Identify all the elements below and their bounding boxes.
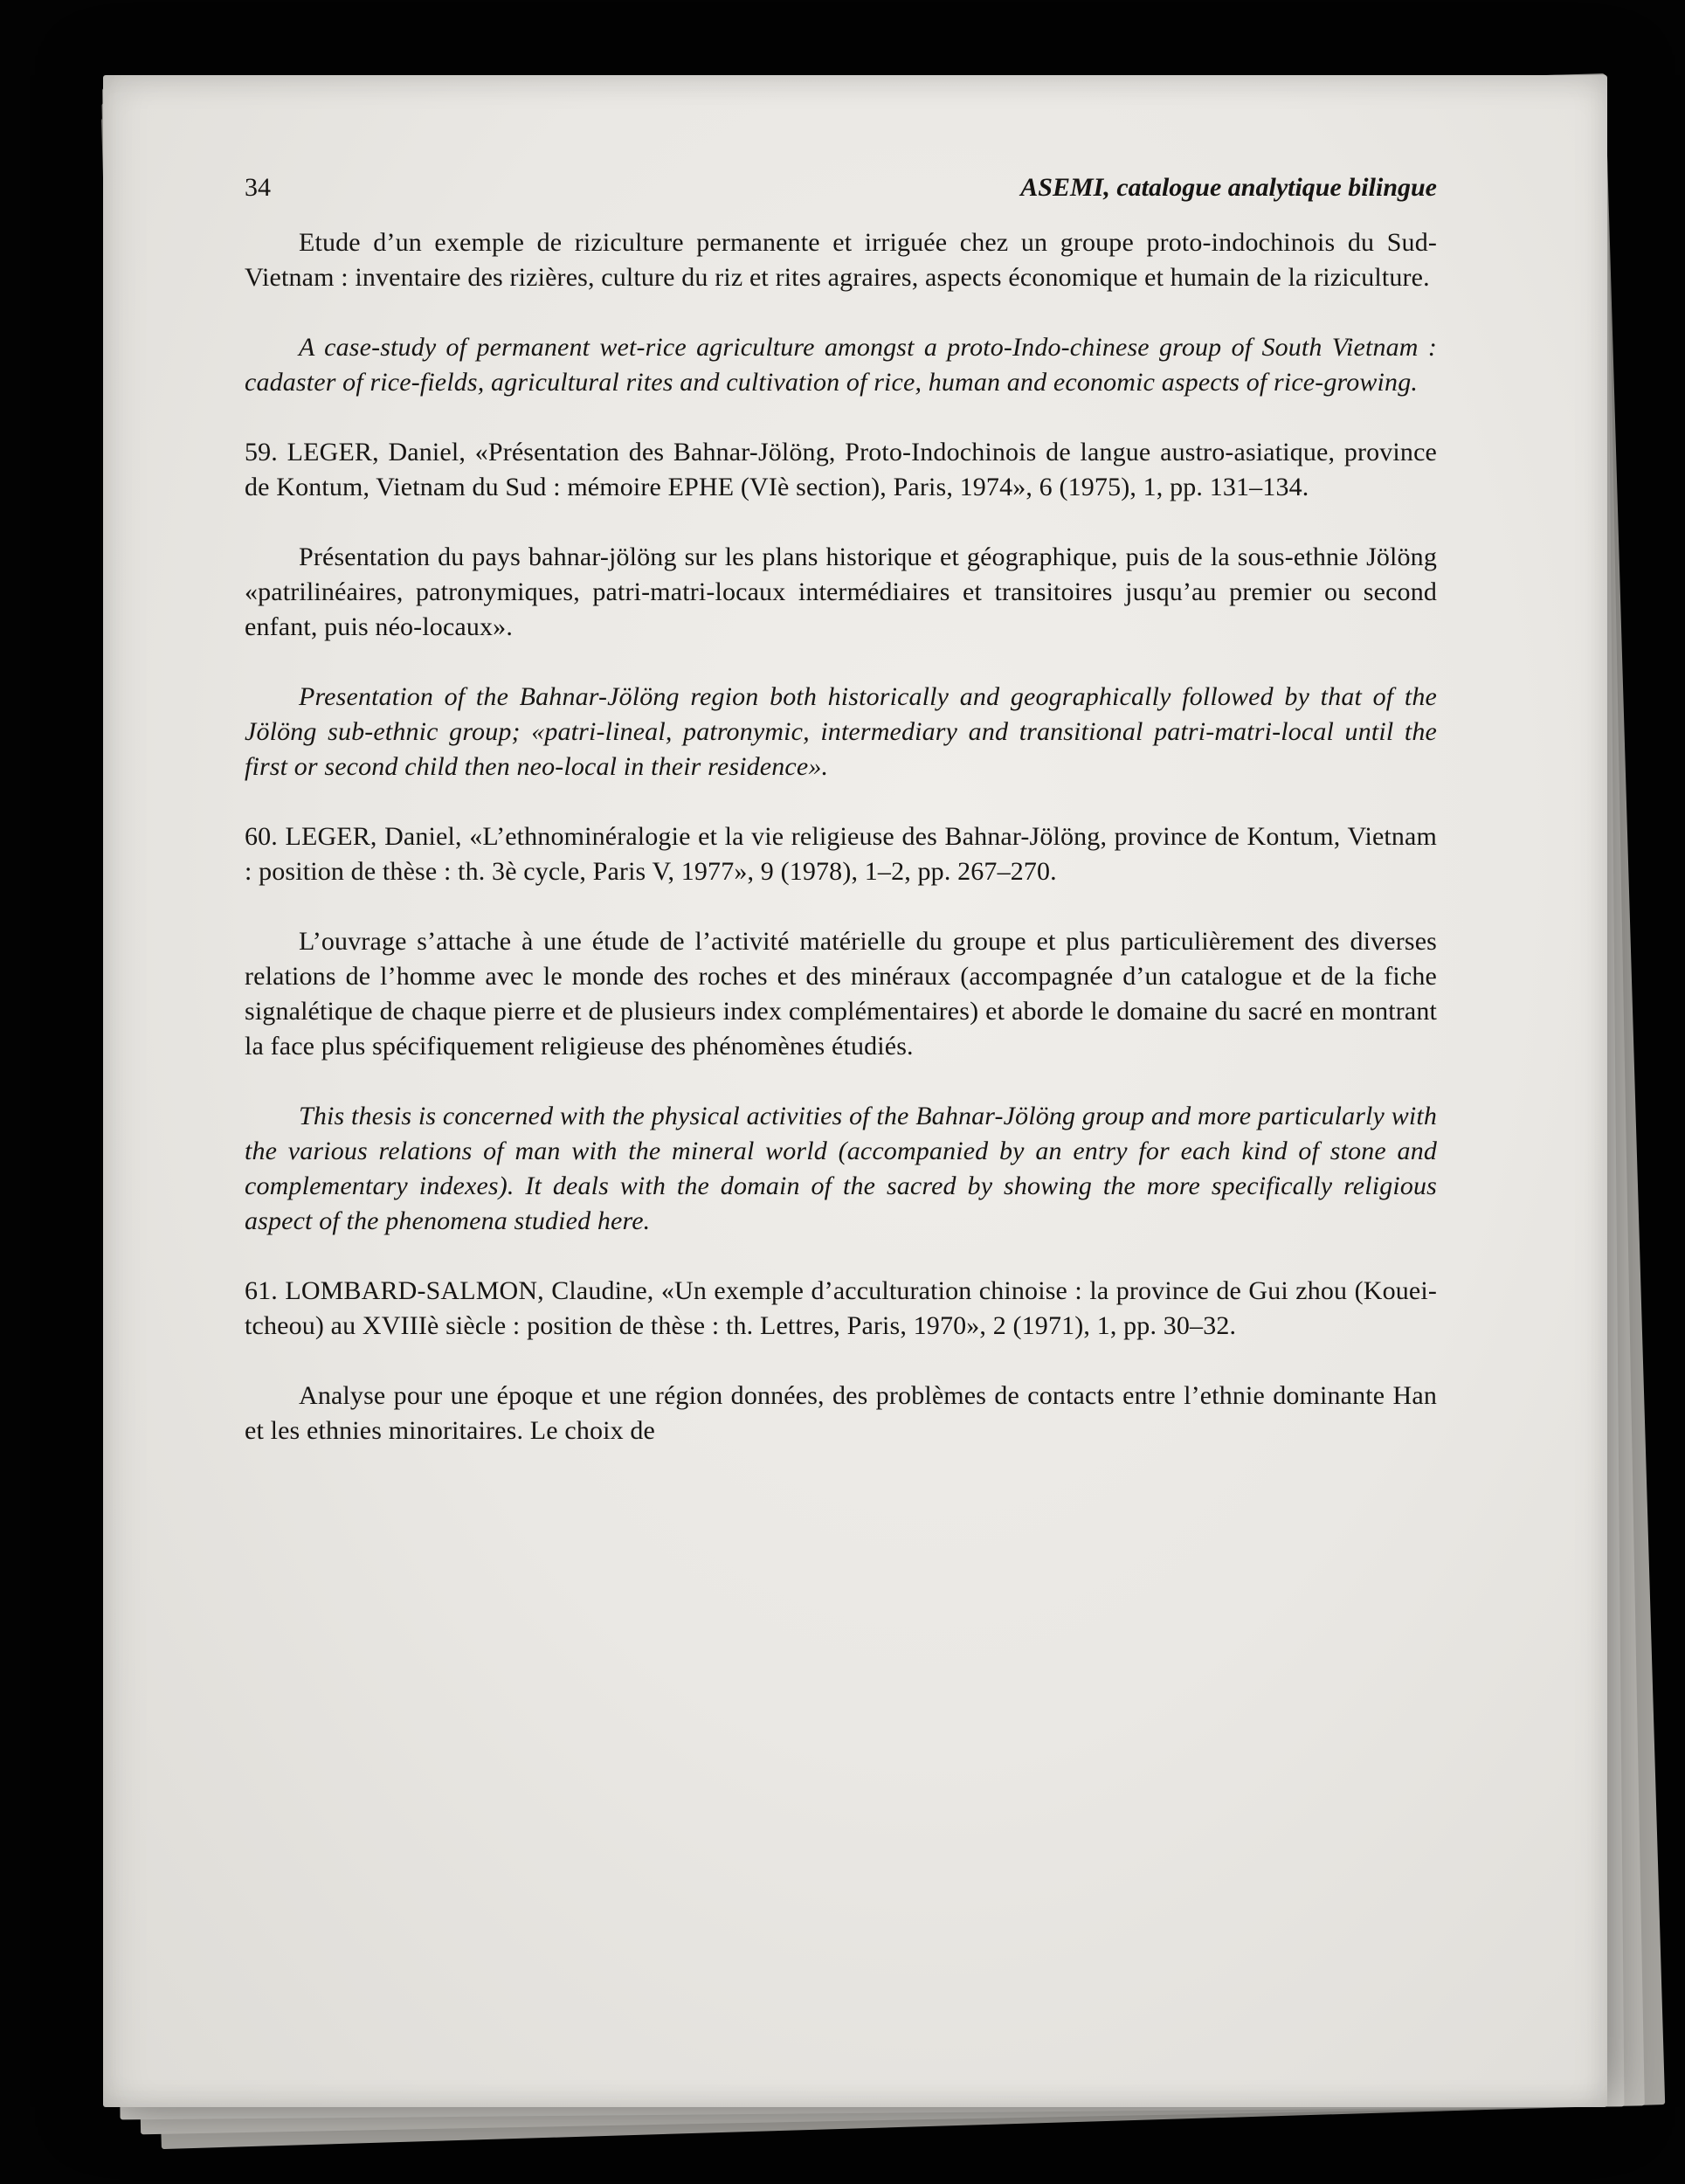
paragraph-french-abstract-entry-59: Présentation du pays bahnar-jölöng sur les plans historique et géographique, puis de la sous-ethnie Jölöng «patrilinéaires, patronymiques, patri-matri-locaux intermédiaires et transitoires jusqu’au premier ou second enfant, puis néo-locaux».	[245, 543, 1437, 641]
paragraph-french-abstract-entry-60: L’ouvrage s’attache à une étude de l’activité matérielle du groupe et plus particulièrement des diverses relations de l’homme avec le monde des roches et des minéraux (accompagnée d’un catalogue et de la fiche signalétique de chaque pierre et de plusieurs index complémentaires) et aborde le domaine du sacré en montrant la face plus spécifiquement religieuse des phénomènes étudiés.	[245, 927, 1437, 1061]
book-page	[103, 75, 1607, 2107]
paragraph-english-abstract-entry-59: Presentation of the Bahnar-Jölöng region both historically and geographically followed by that of the Jölöng sub-ethnic group; «patri-lineal, patronymic, intermediary and transitional patri-matri-local until the first or second child then neo-local in their residence».	[245, 682, 1437, 781]
catalogue-entry-61: 61. LOMBARD-SALMON, Claudine, «Un exemple d’acculturation chinoise : la province de Gui zhou (Kouei-tcheou) au XVIIIè siècle : position de thèse : th. Lettres, Paris, 1970», 2 (1971), 1, pp. 30–32.	[245, 1276, 1437, 1340]
page-body	[245, 225, 1437, 1483]
page-header	[245, 173, 1437, 203]
catalogue-entry-59: 59. LEGER, Daniel, «Présentation des Bahnar-Jölöng, Proto-Indochinois de langue austro-asiatique, province de Kontum, Vietnam du Sud : mémoire EPHE (VIè section), Paris, 1974», 6 (1975), 1, pp. 131–134.	[245, 438, 1437, 501]
running-title: ASEMI, catalogue analytique bilingue	[1020, 173, 1437, 202]
paragraph-english-abstract-riziculture: A case-study of permanent wet-rice agriculture amongst a proto-Indo-chinese group of South Vietnam : cadaster of rice-fields, agricultural rites and cultivation of rice, human and economic aspects of rice-growing.	[245, 333, 1437, 397]
page-number: 34	[245, 173, 271, 202]
paragraph-french-abstract-entry-61: Analyse pour une époque et une région données, des problèmes de contacts entre l’ethnie dominante Han et les ethnies minoritaires. Le choix de	[245, 1381, 1437, 1445]
paragraph-french-abstract-riziculture: Etude d’un exemple de riziculture permanente et irriguée chez un groupe proto-indochinois du Sud-Vietnam : inventaire des rizières, culture du riz et rites agraires, aspects économique et humain de la riziculture.	[245, 228, 1437, 292]
paragraph-english-abstract-entry-60: This thesis is concerned with the physical activities of the Bahnar-Jölöng group and more particularly with the various relations of man with the mineral world (accompanied by an entry for each kind of stone and complementary indexes). It deals with the domain of the sacred by showing the more specifically religious aspect of the phenomena studied here.	[245, 1102, 1437, 1235]
catalogue-entry-60: 60. LEGER, Daniel, «L’ethnominéralogie et la vie religieuse des Bahnar-Jölöng, province de Kontum, Vietnam : position de thèse : th. 3è cycle, Paris V, 1977», 9 (1978), 1–2, pp. 267–270.	[245, 822, 1437, 886]
